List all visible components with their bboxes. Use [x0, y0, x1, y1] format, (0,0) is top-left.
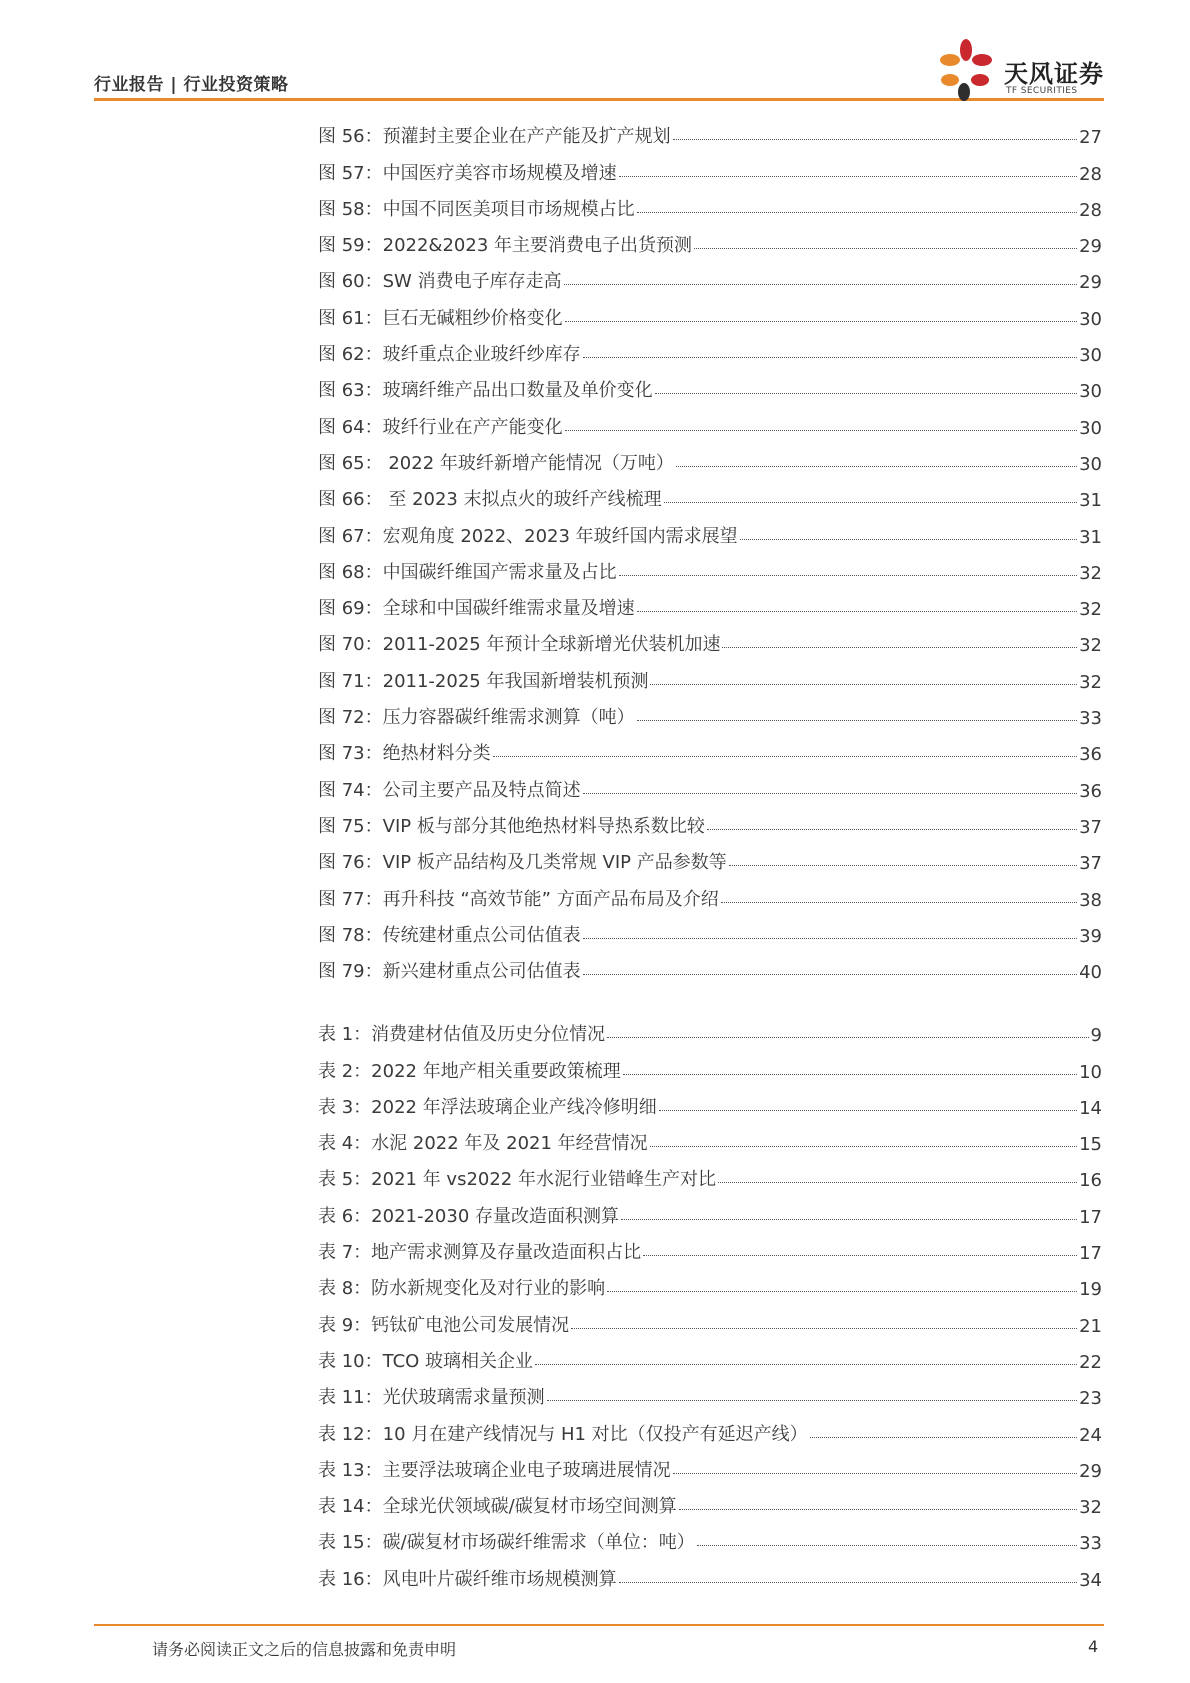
toc-entry-page: 24: [1079, 1424, 1102, 1446]
toc-entry-page: 32: [1079, 599, 1102, 621]
toc-entry-page: 37: [1079, 816, 1102, 838]
toc-entry-page: 36: [1079, 744, 1102, 766]
toc-entry-label: 图 78：传统建材重点公司估值表: [318, 924, 581, 946]
toc-entry[interactable]: [318, 1010, 1102, 1046]
toc-entry[interactable]: [318, 511, 1102, 547]
toc-entry[interactable]: [318, 548, 1102, 584]
toc-entry-page: 30: [1079, 453, 1102, 475]
toc-entry-page: 32: [1079, 562, 1102, 584]
toc-dot-leader: [655, 393, 1077, 394]
toc-entry[interactable]: [318, 729, 1102, 765]
toc-entry-page: 37: [1079, 853, 1102, 875]
toc-entry-page: 19: [1079, 1279, 1102, 1301]
toc-entry[interactable]: [318, 1155, 1102, 1191]
toc-entry-page: 10: [1079, 1061, 1102, 1083]
toc-entry-label: 表 2：2022 年地产相关重要政策梳理: [318, 1060, 621, 1082]
toc-entry-label: 图 59：2022&2023 年主要消费电子出货预测: [318, 235, 692, 257]
toc-entry-page: 36: [1079, 780, 1102, 802]
toc-dot-leader: [729, 865, 1077, 866]
toc-entry[interactable]: [318, 693, 1102, 729]
toc-dot-leader: [673, 1473, 1077, 1474]
toc-entry-page: 32: [1079, 1497, 1102, 1519]
toc-entry[interactable]: [318, 1264, 1102, 1300]
toc-entry[interactable]: [318, 584, 1102, 620]
toc-dot-leader: [565, 430, 1077, 431]
toc-entry-label: 图 68：中国碳纤维国产需求量及占比: [318, 561, 617, 583]
toc-entry[interactable]: [318, 1373, 1102, 1409]
toc-dot-leader: [721, 902, 1077, 903]
toc-entry-page: 9: [1090, 1025, 1102, 1047]
toc-entry[interactable]: [318, 293, 1102, 329]
toc-dot-leader: [623, 1074, 1077, 1075]
toc-entry[interactable]: [318, 874, 1102, 910]
toc-entry-label: 图 77：再升科技 “高效节能” 方面产品布局及介绍: [318, 888, 719, 910]
toc-entry[interactable]: [318, 947, 1102, 983]
toc-dot-leader: [643, 1255, 1077, 1256]
toc-entry[interactable]: [318, 911, 1102, 947]
toc-entry-page: 17: [1079, 1206, 1102, 1228]
toc-entry-page: 15: [1079, 1134, 1102, 1156]
footer-divider: [94, 1624, 1104, 1626]
toc-entry-page: 39: [1079, 925, 1102, 947]
toc-entry[interactable]: [318, 1300, 1102, 1336]
toc-entry-page: 30: [1079, 381, 1102, 403]
toc-entry-page: 28: [1079, 199, 1102, 221]
toc-dot-leader: [659, 1110, 1077, 1111]
toc-entry-page: 32: [1079, 671, 1102, 693]
toc-dot-leader: [535, 1364, 1077, 1365]
toc-entry[interactable]: [318, 330, 1102, 366]
toc-entry-page: 14: [1079, 1097, 1102, 1119]
toc-entry[interactable]: [318, 1446, 1102, 1482]
toc-entry-page: 33: [1079, 708, 1102, 730]
toc-entry-label: 表 9：钙钛矿电池公司发展情况: [318, 1314, 570, 1336]
toc-entry-label: 图 60：SW 消费电子库存走高: [318, 271, 562, 293]
table-list: [318, 1010, 1102, 1591]
toc-dot-leader: [637, 212, 1077, 213]
toc-entry[interactable]: [318, 112, 1102, 148]
toc-entry[interactable]: [318, 1337, 1102, 1373]
toc-dot-leader: [571, 1328, 1077, 1329]
toc-entry-page: 29: [1079, 272, 1102, 294]
toc-dot-leader: [493, 756, 1077, 757]
toc-entry[interactable]: [318, 1409, 1102, 1445]
toc-entry-label: 表 10：TCO 玻璃相关企业: [318, 1350, 534, 1372]
toc-entry-label: 表 15：碳/碳复材市场碳纤维需求（单位：吨）: [318, 1532, 695, 1554]
toc-dot-leader: [637, 720, 1077, 721]
toc-entry[interactable]: [318, 620, 1102, 656]
footer-disclaimer: 请务必阅读正文之后的信息披露和免责申明: [152, 1640, 457, 1659]
toc-dot-leader: [694, 248, 1077, 249]
toc-dot-leader: [583, 793, 1077, 794]
toc-dot-leader: [810, 1437, 1077, 1438]
toc-entry[interactable]: [318, 185, 1102, 221]
toc-entry-page: 29: [1079, 236, 1102, 258]
toc-entry-page: 30: [1079, 417, 1102, 439]
toc-entry[interactable]: [318, 475, 1102, 511]
toc-dot-leader: [583, 974, 1077, 975]
toc-entry-label: 表 3：2022 年浮法玻璃企业产线冷修明细: [318, 1096, 657, 1118]
toc-entry-page: 22: [1079, 1351, 1102, 1373]
toc-entry[interactable]: [318, 148, 1102, 184]
toc-dot-leader: [679, 1509, 1077, 1510]
toc-entry-label: 图 66： 至 2023 末拟点火的玻纤产线梳理: [318, 489, 662, 511]
toc-dot-leader: [637, 611, 1077, 612]
toc-entry-page: 32: [1079, 635, 1102, 657]
toc-entry-page: 38: [1079, 889, 1102, 911]
toc-entry-label: 表 8：防水新规变化及对行业的影响: [318, 1278, 606, 1300]
page-number: 4: [1088, 1637, 1099, 1656]
toc-entry-label: 表 6：2021-2030 存量改造面积测算: [318, 1205, 620, 1227]
toc-entry-label: 图 76：VIP 板产品结构及几类常规 VIP 产品参数等: [318, 852, 727, 874]
toc-entry-label: 表 4：水泥 2022 年及 2021 年经营情况: [318, 1133, 648, 1155]
toc-entry[interactable]: [318, 1083, 1102, 1119]
toc-entry-label: 表 7：地产需求测算及存量改造面积占比: [318, 1242, 642, 1264]
toc-entry[interactable]: [318, 366, 1102, 402]
toc-entry-label: 图 79：新兴建材重点公司估值表: [318, 961, 581, 983]
toc-entry-label: 表 14：全球光伏领域碳/碳复材市场空间测算: [318, 1496, 677, 1518]
toc-dot-leader: [619, 1582, 1077, 1583]
toc-entry[interactable]: [318, 838, 1102, 874]
toc-entry-page: 40: [1079, 962, 1102, 984]
toc-entry-page: 17: [1079, 1243, 1102, 1265]
toc-entry-label: 图 61：巨石无碱粗纱价格变化: [318, 307, 563, 329]
toc-entry-label: 图 70：2011-2025 年预计全球新增光伏装机加速: [318, 634, 721, 656]
toc-entry-label: 表 13：主要浮法玻璃企业电子玻璃进展情况: [318, 1459, 671, 1481]
toc-entry[interactable]: [318, 221, 1102, 257]
toc-entry[interactable]: [318, 1554, 1102, 1590]
toc-dot-leader: [607, 1291, 1077, 1292]
toc-entry-page: 31: [1079, 526, 1102, 548]
toc-dot-leader: [583, 357, 1077, 358]
toc-entry-label: 图 71：2011-2025 年我国新增装机预测: [318, 670, 649, 692]
toc-entry[interactable]: [318, 439, 1102, 475]
toc-entry-label: 图 74：公司主要产品及特点简述: [318, 779, 581, 801]
toc-dot-leader: [673, 139, 1077, 140]
toc-entry[interactable]: [318, 1482, 1102, 1518]
toc-dot-leader: [565, 321, 1077, 322]
toc-entry-label: 表 12：10 月在建产线情况与 H1 对比（仅投产有延迟产线）: [318, 1423, 808, 1445]
toc-dot-leader: [718, 1182, 1077, 1183]
toc-entry-label: 表 11：光伏玻璃需求量预测: [318, 1387, 545, 1409]
toc-dot-leader: [621, 1219, 1077, 1220]
toc-entry-page: 27: [1079, 127, 1102, 149]
toc-dot-leader: [619, 575, 1077, 576]
toc-dot-leader: [619, 176, 1077, 177]
toc-dot-leader: [583, 938, 1077, 939]
toc-dot-leader: [697, 1545, 1077, 1546]
figure-list: [318, 112, 1102, 983]
toc-entry-page: 30: [1079, 308, 1102, 330]
toc-entry-label: 图 56：预灌封主要企业在产产能及扩产规划: [318, 126, 671, 148]
toc-entry-label: 图 72：压力容器碳纤维需求测算（吨）: [318, 707, 635, 729]
toc-entry-label: 图 73：绝热材料分类: [318, 743, 491, 765]
logo-name-cn: 天风证券: [1004, 60, 1104, 88]
toc-entry-page: 31: [1079, 490, 1102, 512]
toc-dot-leader: [547, 1400, 1077, 1401]
toc-entry-label: 图 58：中国不同医美项目市场规模占比: [318, 198, 635, 220]
toc-entry-label: 图 63：玻璃纤维产品出口数量及单价变化: [318, 380, 653, 402]
toc-entry-page: 16: [1079, 1170, 1102, 1192]
toc-entry[interactable]: [318, 1191, 1102, 1227]
toc-entry-page: 28: [1079, 163, 1102, 185]
toc-entry-page: 33: [1079, 1533, 1102, 1555]
toc-entry[interactable]: [318, 1228, 1102, 1264]
toc-entry[interactable]: [318, 802, 1102, 838]
toc-entry-label: 表 1：消费建材估值及历史分位情况: [318, 1024, 606, 1046]
logo-name-en: TF SECURITIES: [1006, 86, 1078, 96]
toc-dot-leader: [650, 684, 1077, 685]
toc-entry-page: 34: [1079, 1569, 1102, 1591]
toc-dot-leader: [607, 1037, 1088, 1038]
toc-entry[interactable]: [318, 656, 1102, 692]
company-logo: [936, 36, 1106, 104]
toc-entry-label: 图 64：玻纤行业在产产能变化: [318, 416, 563, 438]
toc-entry-label: 图 69：全球和中国碳纤维需求量及增速: [318, 598, 635, 620]
header-title: 行业报告 | 行业投资策略: [94, 75, 289, 95]
toc-dot-leader: [722, 647, 1077, 648]
toc-entry-page: 29: [1079, 1460, 1102, 1482]
toc-dot-leader: [707, 829, 1077, 830]
toc-entry[interactable]: [318, 1119, 1102, 1155]
toc-entry-label: 图 67：宏观角度 2022、2023 年玻纤国内需求展望: [318, 525, 738, 547]
toc-entry[interactable]: [318, 1518, 1102, 1554]
toc-dot-leader: [740, 539, 1077, 540]
toc-entry-label: 表 16：风电叶片碳纤维市场规模测算: [318, 1568, 617, 1590]
flower-logo-icon: [936, 36, 1000, 102]
toc-entry-label: 图 62：玻纤重点企业玻纤纱库存: [318, 344, 581, 366]
toc-entry[interactable]: [318, 765, 1102, 801]
toc-entry-label: 图 75：VIP 板与部分其他绝热材料导热系数比较: [318, 815, 705, 837]
toc-dot-leader: [564, 284, 1078, 285]
toc-entry-page: 23: [1079, 1388, 1102, 1410]
toc-entry[interactable]: [318, 257, 1102, 293]
toc-entry-label: 图 65： 2022 年玻纤新增产能情况（万吨）: [318, 452, 674, 474]
toc-entry-page: 21: [1079, 1315, 1102, 1337]
toc-dot-leader: [650, 1146, 1077, 1147]
toc-dot-leader: [676, 466, 1077, 467]
toc-entry-label: 图 57：中国医疗美容市场规模及增速: [318, 162, 617, 184]
toc-entry-label: 表 5：2021 年 vs2022 年水泥行业错峰生产对比: [318, 1169, 716, 1191]
toc-dot-leader: [664, 502, 1077, 503]
toc-entry-page: 30: [1079, 345, 1102, 367]
toc-entry[interactable]: [318, 402, 1102, 438]
toc-entry[interactable]: [318, 1046, 1102, 1082]
